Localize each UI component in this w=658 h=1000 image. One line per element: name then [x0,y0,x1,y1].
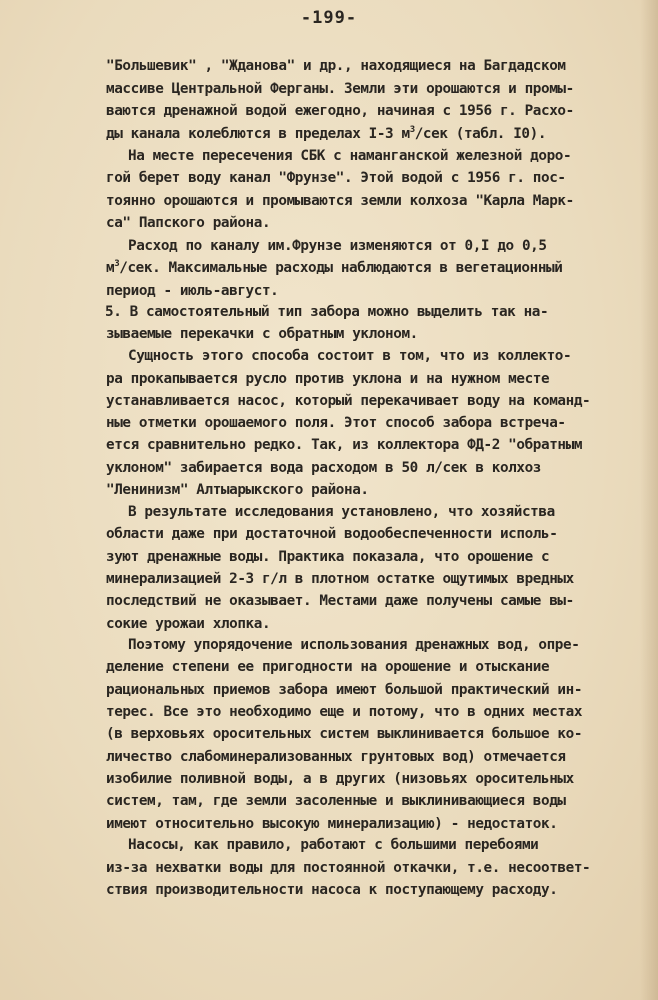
page-number: -199- [300,8,358,28]
text-line: ные отметки орошаемого поля. Этот способ забора встреча- [106,415,566,431]
text-line: ется сравнительно редко. Так, из коллектора ФД-2 "обратным [106,437,583,453]
text-line: тоянно орошаются и промываются земли колхоза "Карла Марк- [106,193,574,209]
text-line: из-за нехватки воды для постоянной откачки, т.е. несоответ- [106,860,591,876]
text-line: области даже при достаточной водообеспеченности исполь- [106,526,558,542]
text-line: последствий не оказывает. Местами даже получены самые вы- [106,593,574,609]
text-line: Насосы, как правило, работают с большими перебоями [128,837,539,853]
text-line: ваются дренажной водой ежегодно, начиная с 1956 г. Расхо- [106,103,574,119]
text-line: имеют относительно высокую минерализацию) - недостаток. [106,816,558,832]
text-line: На месте пересечения СБК с наманганской железной доро- [128,148,572,164]
text-line: массиве Центральной Ферганы. Земли эти орошаются и промы- [106,81,574,97]
text-line: зуют дренажные воды. Практика показала, что орошение с [106,549,550,565]
text-line: са" Папского района. [106,215,271,231]
text-line: Расход по каналу им.Фрунзе изменяются от 0,I до 0,5 [128,238,547,254]
text-line: $м^3$/сек. Максимальные расходы наблюдаются в вегетационный [106,259,563,276]
text-line: минерализацией 2-3 г/л в плотном остатке ощутимых вредных [106,571,574,587]
text-line: ра прокапывается русло против уклона и на нужном месте [106,371,550,387]
text-line: рациональных приемов забора имеют большой практический ин- [106,682,583,698]
text-line: уклоном" забирается вода расходом в 50 л/сек в колхоз [106,460,541,476]
text-line: устанавливается насос, который перекачивает воду на команд- [106,393,591,409]
text-line: ствия производительности насоса к поступающему расходу. [106,882,558,898]
text-line: терес. Все это необходимо еще и потому, что в одних местах [106,704,583,720]
text-line: сокие урожаи хлопка. [106,616,271,632]
text-line: изобилие поливной воды, а в других (низовьях оросительных [106,771,574,787]
text-line: Сущность этого способа состоит в том, что из коллекто- [128,348,572,364]
text-line: деление степени ее пригодности на орошение и отыскание [106,659,550,675]
text-line: (в верховьях оросительных систем выклинивается большое ко- [106,726,583,742]
text-line: В результате исследования установлено, что хозяйства [128,504,555,520]
text-line: период - июль-август. [106,283,279,299]
text-line: ды канала колеблются в пределах I-3 $м^3$/сек (табл. I0). [106,125,547,142]
text-line: "Ленинизм" Алтыарыкского района. [106,482,369,498]
paper-edge-shadow [640,0,658,1000]
text-line: личество слабоминерализованных грунтовых вод) отмечается [106,749,566,765]
text-line: гой берет воду канал "Фрунзе". Этой водой с 1956 г. пос- [106,170,566,186]
text-line: "Большевик" , "Жданова" и др., находящиеся на Багдадском [106,58,566,74]
text-line: зываемые перекачки с обратным уклоном. [106,326,418,342]
text-line: Поэтому упорядочение использования дренажных вод, опре- [128,637,580,653]
text-line: 5. В самостоятельный тип забора можно выделить так на- [105,304,549,320]
text-line: систем, там, где земли засоленные и выклинивающиеся воды [106,793,566,809]
